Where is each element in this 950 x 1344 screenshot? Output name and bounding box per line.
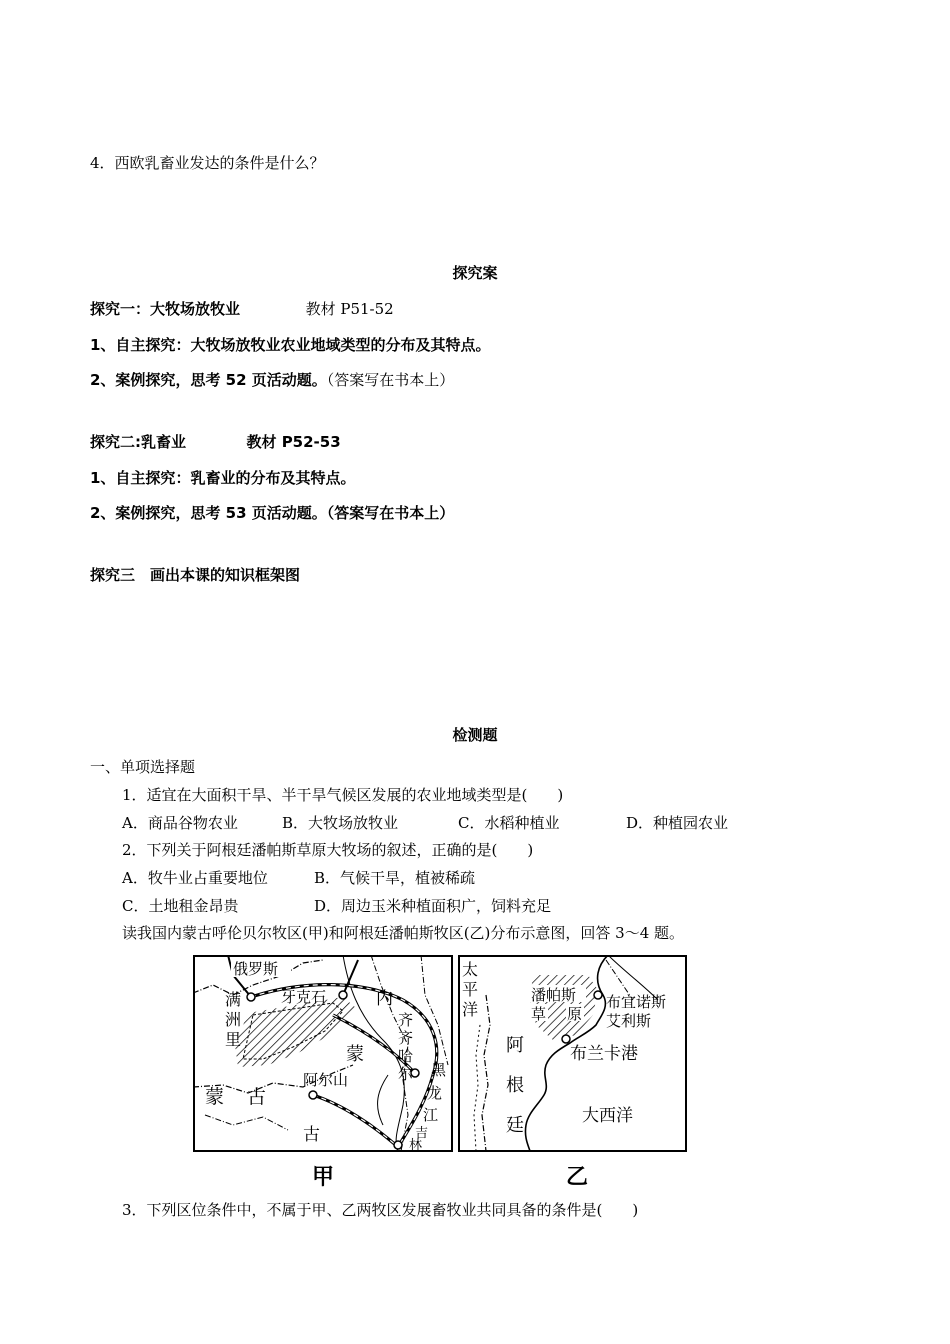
label-er: 尔 bbox=[398, 1065, 414, 1083]
label-gu: 古 bbox=[303, 1125, 320, 1145]
q1-option-d: D．种植园农业 bbox=[626, 814, 729, 832]
explore-2-ref: 教材 P52-53 bbox=[246, 433, 341, 451]
map-yi-caption: 乙 bbox=[566, 1165, 589, 1190]
city-bahia-blanca-dot bbox=[562, 1035, 570, 1043]
explore-1-item-1: 1、自主探究：大牧场放牧业农业地域类型的分布及其特点。 bbox=[90, 336, 491, 354]
label-ji: 吉 bbox=[415, 1126, 429, 1141]
label-yang: 洋 bbox=[462, 1000, 479, 1019]
city-south-dot bbox=[394, 1141, 402, 1149]
map-jia-caption: 甲 bbox=[312, 1165, 335, 1190]
city-yakeshi-dot bbox=[339, 991, 347, 999]
label-atlantic: 大西洋 bbox=[582, 1106, 633, 1126]
explore-2-heading bbox=[90, 433, 341, 451]
question-1: 1．适宜在大面积干旱、半干旱气候区发展的农业地域类型是( ) bbox=[122, 786, 564, 804]
explore-1-item-2 bbox=[90, 371, 454, 389]
q2-option-a: A．牧牛业占重要地位 bbox=[122, 869, 268, 887]
map-jia-figure bbox=[193, 955, 453, 1152]
label-nei: 内 bbox=[376, 989, 393, 1009]
question-4: 4．西欧乳畜业发达的条件是什么？ bbox=[90, 154, 325, 172]
city-manzhouli-dot bbox=[247, 993, 255, 1001]
explore-1-item-2-note: （答案写在书本上） bbox=[326, 371, 455, 389]
label-zhou: 洲 bbox=[225, 1010, 242, 1029]
explore-1-title: 探究一：大牧场放牧业 bbox=[90, 300, 241, 318]
label-mongolia-meng: 蒙 bbox=[205, 1086, 225, 1108]
q1-option-b: B．大牧场放牧业 bbox=[282, 814, 399, 832]
label-hei: 黑 bbox=[431, 1061, 447, 1079]
q2-option-d: D．周边玉米种植面积广，饲料充足 bbox=[314, 897, 552, 915]
question-2: 2．下列关于阿根廷潘帕斯草原大牧场的叙述，正确的是( ) bbox=[122, 841, 534, 859]
city-buenos-aires-dot bbox=[594, 991, 602, 999]
explore-1-item-2-text: 2、案例探究，思考 52 页活动题。 bbox=[90, 371, 327, 389]
city-arxan-dot bbox=[309, 1091, 317, 1099]
question-3: 3．下列区位条件中，不属于甲、乙两牧区发展畜牧业共同具备的条件是( ) bbox=[122, 1201, 639, 1219]
label-li: 里 bbox=[225, 1030, 242, 1049]
label-pampas: 潘帕斯 bbox=[531, 986, 577, 1004]
map-yi-figure bbox=[458, 955, 688, 1152]
label-yuan: 原 bbox=[567, 1005, 583, 1023]
label-russia: 俄罗斯 bbox=[233, 960, 279, 978]
label-tai: 太 bbox=[462, 960, 479, 979]
explore-title: 探究案 bbox=[452, 264, 498, 282]
label-aires: 艾利斯 bbox=[606, 1012, 652, 1030]
q2-option-b: B．气候干旱，植被稀疏 bbox=[314, 869, 476, 887]
q1-option-a: A．商品谷物农业 bbox=[122, 814, 238, 832]
label-mongolia-gu: 古 bbox=[247, 1086, 267, 1108]
label-bahia-blanca: 布兰卡港 bbox=[570, 1044, 638, 1064]
label-gen: 根 bbox=[506, 1075, 524, 1096]
label-meng-inner: 蒙 bbox=[346, 1044, 364, 1065]
label-yakeshi: 牙克石 bbox=[281, 988, 327, 1006]
label-cao: 草 bbox=[531, 1005, 547, 1023]
label-man: 满 bbox=[225, 990, 242, 1009]
label-qi-1: 齐 bbox=[398, 1011, 414, 1029]
map-intro: 读我国内蒙古呼伦贝尔牧区(甲)和阿根廷潘帕斯牧区(乙)分布示意图，回答 3～4 题。 bbox=[122, 924, 685, 942]
explore-2-item-1: 1、自主探究：乳畜业的分布及其特点。 bbox=[90, 469, 356, 487]
label-ping: 平 bbox=[462, 980, 479, 999]
label-ting: 廷 bbox=[506, 1115, 524, 1136]
q1-option-c: C．水稻种植业 bbox=[458, 814, 560, 832]
label-ha: 哈 bbox=[398, 1047, 414, 1065]
label-a: 阿 bbox=[506, 1035, 524, 1056]
label-qi-2: 齐 bbox=[398, 1029, 414, 1047]
map-jia bbox=[193, 955, 453, 1152]
label-buenos: 布宜诺斯 bbox=[606, 993, 667, 1011]
label-jiang: 江 bbox=[423, 1106, 439, 1124]
explore-1-ref: 教材 P51-52 bbox=[305, 300, 394, 318]
test-title: 检测题 bbox=[452, 726, 498, 744]
label-arxan: 阿尔山 bbox=[303, 1071, 349, 1089]
map-yi bbox=[458, 955, 688, 1152]
label-long: 龙 bbox=[427, 1084, 443, 1102]
explore-1-heading bbox=[90, 300, 394, 318]
explore-2-title: 探究二:乳畜业 bbox=[90, 433, 186, 451]
explore-3: 探究三 画出本课的知识框架图 bbox=[90, 566, 301, 584]
label-lin: 林 bbox=[409, 1138, 423, 1152]
q2-option-c: C．土地租金昂贵 bbox=[122, 897, 239, 915]
section-1-heading: 一、单项选择题 bbox=[90, 758, 196, 776]
explore-2-item-2: 2、案例探究，思考 53 页活动题。（答案写在书本上） bbox=[90, 504, 455, 522]
